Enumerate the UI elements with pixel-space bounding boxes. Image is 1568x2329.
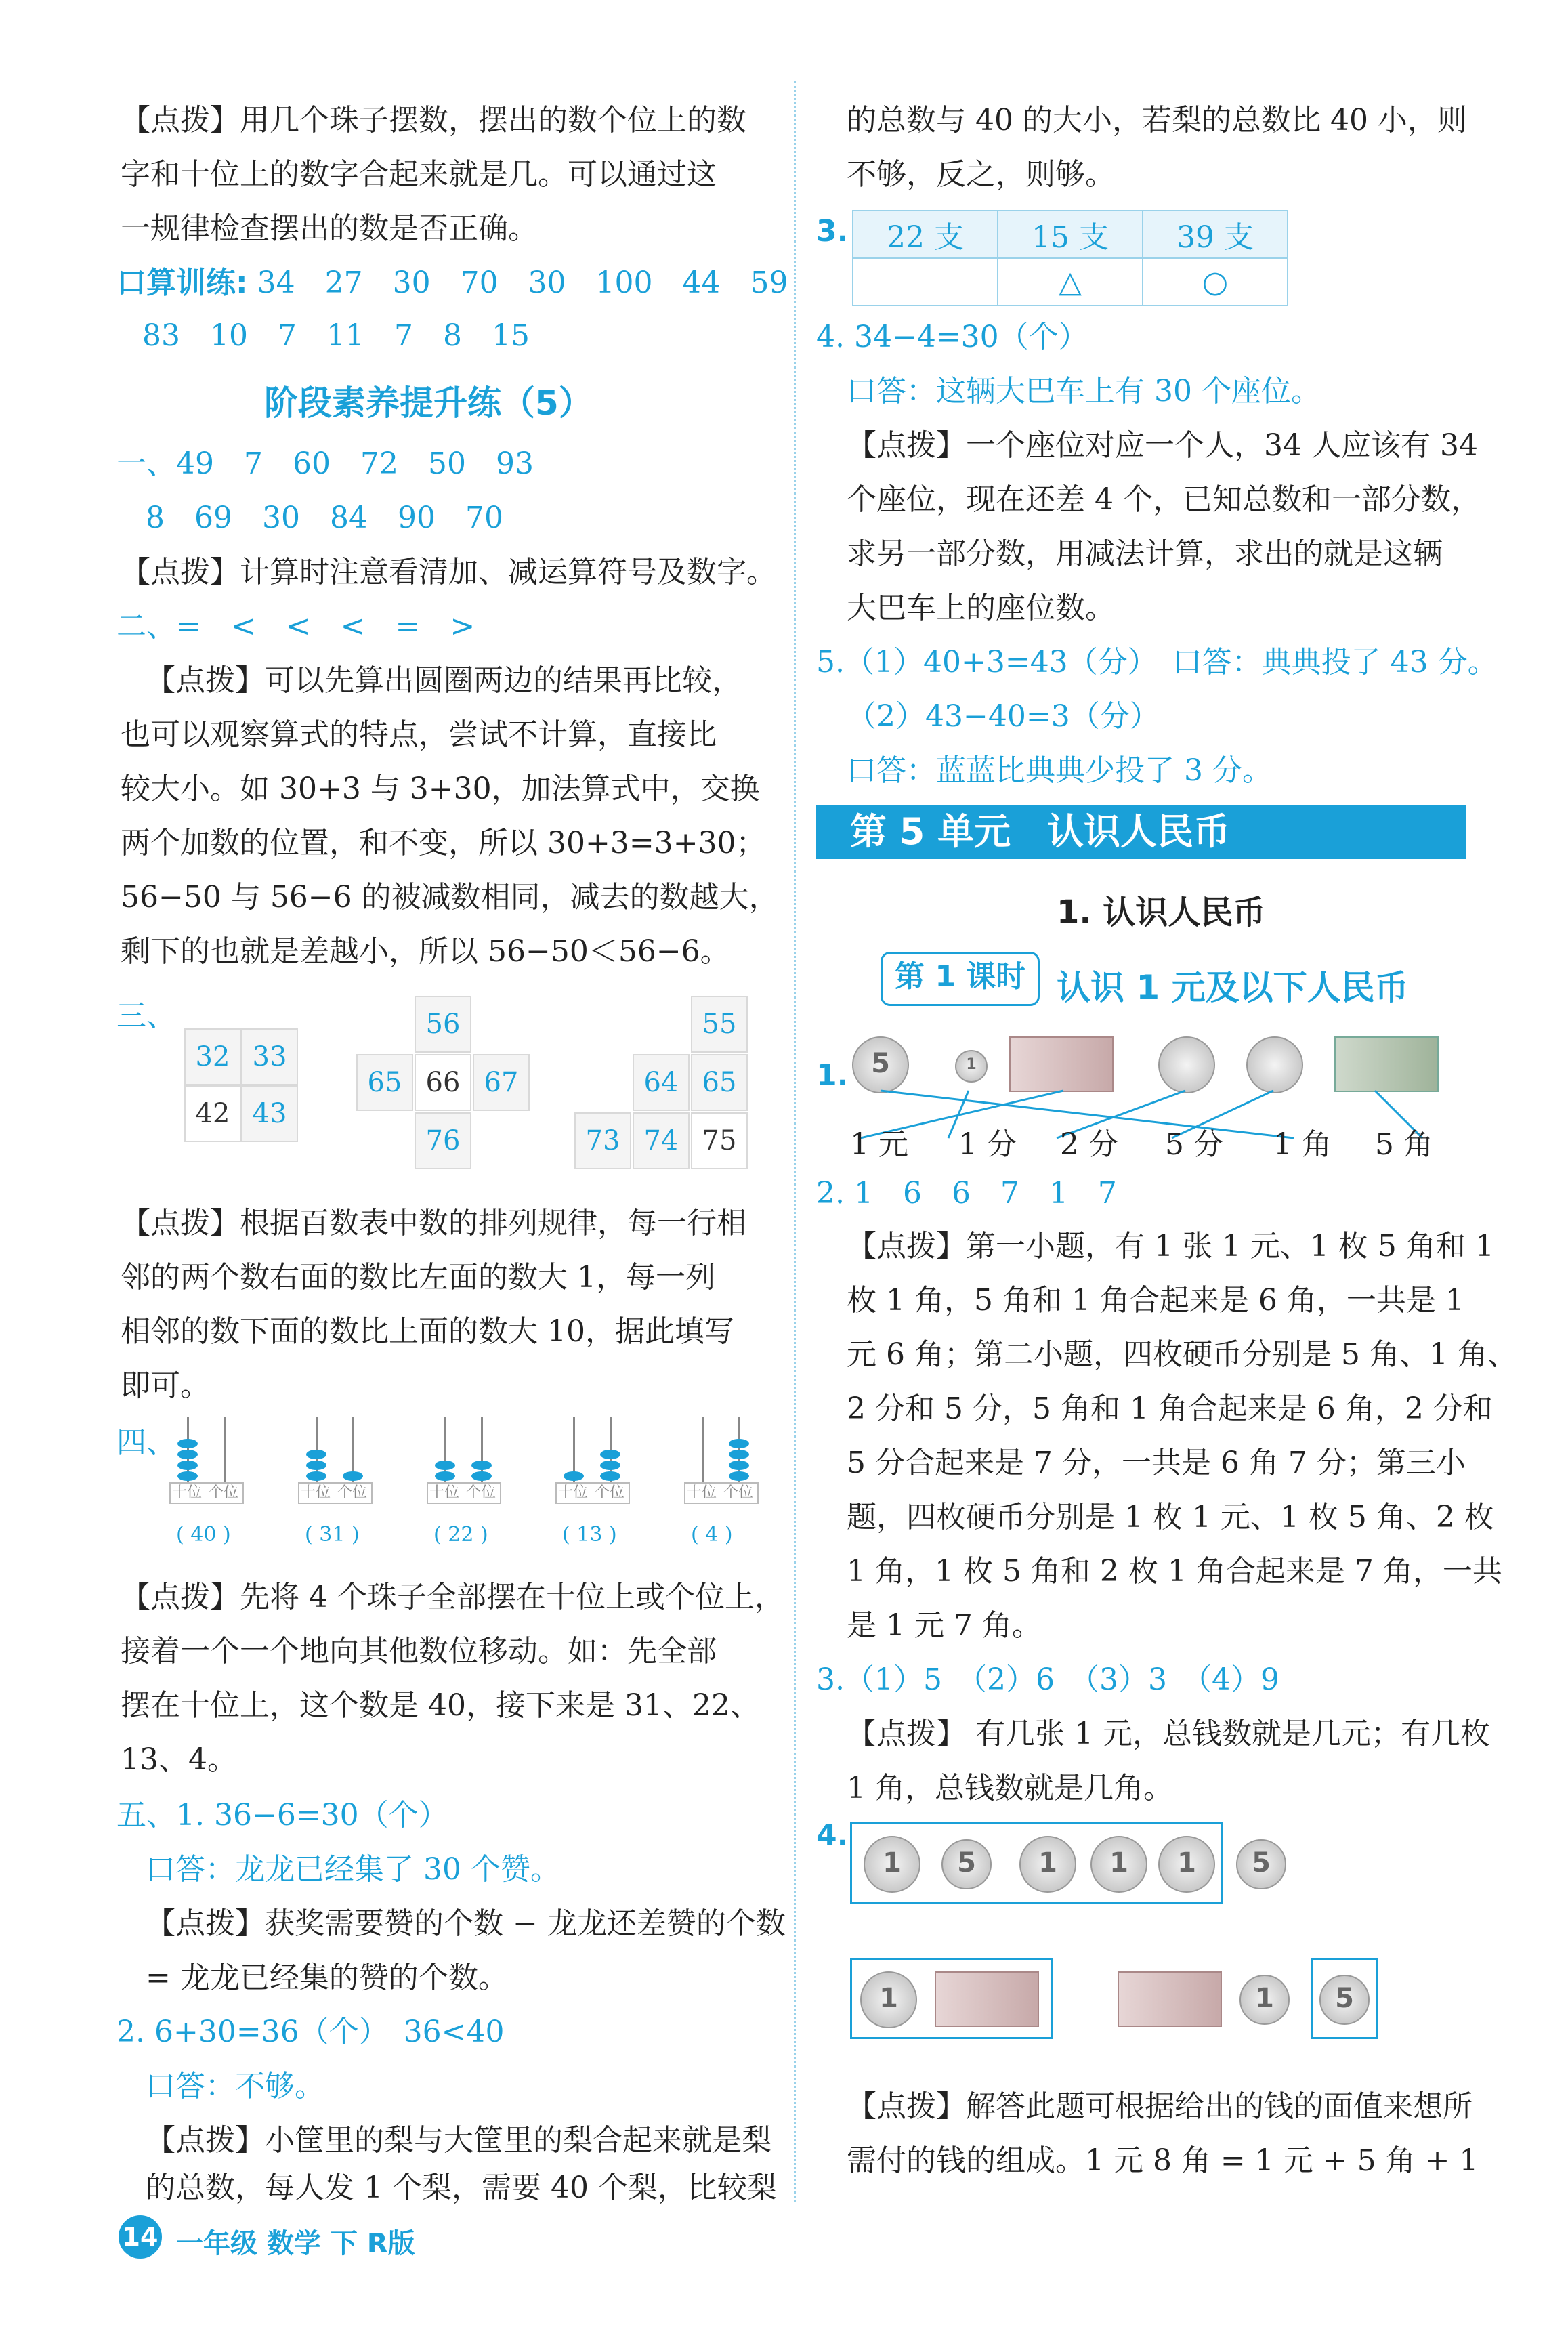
abacus bbox=[427, 1423, 501, 1504]
q4b-tip-1: 【点拨】解答此题可根据给出的钱的面值来想所 bbox=[847, 2089, 1472, 2124]
ones-label: 个位 bbox=[723, 1484, 754, 1501]
q1-tip: 【点拨】计算时注意看清加、减运算符号及数字。 bbox=[121, 555, 776, 589]
bead bbox=[729, 1471, 749, 1481]
grid2-cell: 65 bbox=[356, 1054, 413, 1111]
bead bbox=[435, 1461, 455, 1470]
table-cell bbox=[853, 258, 998, 306]
oral-training-row-2: 83 10 7 11 7 8 15 bbox=[142, 318, 530, 353]
table-cell: △ bbox=[998, 258, 1143, 306]
q5-2-tip-2: 的总数，每人发 1 个梨，需要 40 个梨，比较梨 bbox=[146, 2170, 777, 2205]
money-label: 5 分 bbox=[1165, 1127, 1223, 1162]
tens-label: 十位 bbox=[301, 1484, 331, 1501]
q2-tip-8: 是 1 元 7 角。 bbox=[847, 1608, 1042, 1643]
unit-banner: 第 5 单元 认识人民币 bbox=[816, 805, 1466, 859]
q4b-tip-2: 需付的钱的组成。1 元 8 角 = 1 元 + 5 角 + 1 bbox=[847, 2143, 1479, 2178]
q3-tip-2: 邻的两个数右面的数比左面的数大 1，每一列 bbox=[121, 1260, 715, 1295]
banknote-1-yuan bbox=[1118, 1971, 1222, 2027]
abacus bbox=[298, 1423, 373, 1504]
q4b-label: 4. bbox=[816, 1818, 849, 1853]
q2-tip-5: 56−50 与 56−6 的被减数相同，减去的数越大， bbox=[121, 880, 779, 915]
bead bbox=[177, 1461, 198, 1470]
q2-tip-2: 也可以观察算式的特点，尝试不计算，直接比 bbox=[121, 717, 717, 752]
grid2-cell: 56 bbox=[415, 996, 471, 1053]
abacus bbox=[684, 1423, 759, 1504]
abacus-value: ( 31 ) bbox=[305, 1523, 360, 1547]
money-label: 1 角 bbox=[1273, 1127, 1332, 1162]
bead bbox=[564, 1471, 584, 1481]
money-label: 5 角 bbox=[1375, 1127, 1433, 1162]
bead bbox=[177, 1471, 198, 1481]
abacus bbox=[169, 1423, 244, 1504]
tip-1-line-2: 字和十位上的数字合起来就是几。可以通过这 bbox=[121, 157, 717, 192]
coin-5-jiao: 5 bbox=[1319, 1975, 1370, 2025]
cont-line-2: 不够，反之，则够。 bbox=[847, 157, 1115, 192]
bead bbox=[471, 1471, 492, 1481]
abacus-base bbox=[684, 1482, 759, 1504]
bead bbox=[600, 1450, 620, 1459]
banknote-1-yuan bbox=[935, 1971, 1039, 2027]
table-cell: ○ bbox=[1143, 258, 1288, 306]
money-label: 1 元 bbox=[850, 1127, 908, 1162]
q4-tip-1: 【点拨】先将 4 个珠子全部摆在十位上或个位上， bbox=[121, 1580, 784, 1614]
cont-line-1: 的总数与 40 的大小，若梨的总数比 40 小，则 bbox=[847, 103, 1467, 138]
ones-label: 个位 bbox=[595, 1484, 625, 1501]
q4-tip-3: 求另一部分数，用减法计算，求出的就是这辆 bbox=[847, 537, 1443, 571]
abacus-base bbox=[169, 1482, 244, 1504]
coin-1-yuan: 1 bbox=[860, 1971, 917, 2028]
abacus-base bbox=[427, 1482, 501, 1504]
q2-tip-1: 【点拨】可以先算出圆圈两边的结果再比较， bbox=[146, 663, 742, 698]
grid1-cell: 33 bbox=[241, 1028, 298, 1085]
q4-label: 四、 bbox=[116, 1425, 176, 1460]
answer-table bbox=[852, 210, 1288, 306]
abacus-value: ( 4 ) bbox=[691, 1523, 733, 1547]
tens-label: 十位 bbox=[429, 1484, 460, 1501]
q5-2-answer: 口答：不够。 bbox=[146, 2069, 324, 2103]
abacus-base bbox=[555, 1482, 630, 1504]
grid2-cell: 76 bbox=[415, 1112, 471, 1169]
coin-5-jiao: 5 bbox=[1236, 1839, 1286, 1889]
bead bbox=[306, 1471, 326, 1481]
tens-label: 十位 bbox=[558, 1484, 589, 1501]
grid2-cell: 67 bbox=[473, 1054, 530, 1111]
section-title: 阶段素养提升练（5） bbox=[264, 383, 593, 423]
q2-answers: 二、= < < < = > bbox=[116, 609, 475, 644]
q3-tip-1: 【点拨】 有几张 1 元，总钱数就是几元；有几枚 bbox=[847, 1717, 1490, 1751]
table-head-cell: 15 支 bbox=[998, 211, 1143, 258]
q4-tip-3: 摆在十位上，这个数是 40，接下来是 31、22、 bbox=[121, 1688, 760, 1723]
ones-label: 个位 bbox=[209, 1484, 239, 1501]
coin-1-yuan: 1 bbox=[1090, 1836, 1147, 1893]
q3-tip-2: 1 角，总钱数就是几角。 bbox=[847, 1771, 1173, 1805]
q4-tip-4: 13、4。 bbox=[121, 1742, 237, 1777]
q4-tip-2: 接着一个一个地向其他数位移动。如：先全部 bbox=[121, 1634, 717, 1669]
grid3-cell: 75 bbox=[691, 1112, 748, 1169]
q2-tip-6: 题，四枚硬币分别是 1 枚 1 元、1 枚 5 角、2 枚 bbox=[847, 1500, 1494, 1534]
tip-1-line-1: 【点拨】用几个珠子摆数，摆出的数个位上的数 bbox=[121, 103, 746, 138]
tip-1-line-3: 一规律检查摆出的数是否正确。 bbox=[121, 211, 538, 246]
q3-label: 三、 bbox=[116, 999, 176, 1033]
q4-tip-2: 个座位，现在还差 4 个，已知总数和一部分数， bbox=[847, 482, 1481, 517]
q5-1-tip-2: = 龙龙已经集的赞的个数。 bbox=[146, 1960, 508, 1995]
grid3-cell: 73 bbox=[574, 1112, 631, 1169]
coin-1-jiao: 1 bbox=[1239, 1975, 1290, 2025]
grid3-cell: 74 bbox=[633, 1112, 690, 1169]
bead bbox=[471, 1461, 492, 1470]
q1-row-2: 8 69 30 84 90 70 bbox=[146, 501, 503, 535]
grid2-cell: 66 bbox=[415, 1054, 471, 1111]
q5-2-right: （2）43−40=3（分） bbox=[847, 699, 1160, 734]
q5-1: 五、1. 36−6=30（个） bbox=[116, 1798, 448, 1832]
q2-tip-3: 较大小。如 30+3 与 3+30，加法算式中，交换 bbox=[121, 772, 760, 806]
coin-1-yuan: 1 bbox=[1158, 1836, 1215, 1893]
table-head-cell: 22 支 bbox=[853, 211, 998, 258]
lesson-tag: 第 1 课时 bbox=[881, 952, 1040, 1006]
bead bbox=[177, 1450, 198, 1459]
q5-1-tip-1: 【点拨】获奖需要赞的个数 − 龙龙还差赞的个数 bbox=[146, 1906, 786, 1941]
q3-tip-4: 即可。 bbox=[121, 1368, 210, 1403]
q2-right: 2. 1 6 6 7 1 7 bbox=[816, 1176, 1117, 1211]
coin-1-fen: 1 bbox=[955, 1050, 988, 1083]
q5-2: 2. 6+30=36（个） 36<40 bbox=[116, 2015, 505, 2049]
table-head-cell: 39 支 bbox=[1143, 211, 1288, 258]
q2-tip-4: 2 分和 5 分，5 角和 1 角合起来是 6 角，2 分和 bbox=[847, 1391, 1493, 1426]
coin-5: 5 bbox=[852, 1036, 909, 1093]
q1-label-right: 1. bbox=[816, 1058, 849, 1093]
lesson-title: 认识 1 元及以下人民币 bbox=[1057, 968, 1409, 1007]
ones-label: 个位 bbox=[337, 1484, 368, 1501]
abacus-base bbox=[298, 1482, 373, 1504]
column-divider bbox=[794, 81, 796, 2202]
bead bbox=[600, 1471, 620, 1481]
q2-tip-7: 1 角，1 枚 5 角和 2 枚 1 角合起来是 7 角，一共 bbox=[847, 1554, 1502, 1589]
q5-2-tip-1: 【点拨】小筐里的梨与大筐里的梨合起来就是梨 bbox=[146, 2123, 771, 2158]
tens-label: 十位 bbox=[172, 1484, 203, 1501]
abacus-rod bbox=[224, 1417, 226, 1482]
bead bbox=[729, 1439, 749, 1448]
q4-tip-4: 大巴车上的座位数。 bbox=[847, 591, 1115, 625]
abacus-value: ( 22 ) bbox=[433, 1523, 488, 1547]
ones-label: 个位 bbox=[466, 1484, 496, 1501]
q4-tip-1: 【点拨】一个座位对应一个人，34 人应该有 34 bbox=[847, 428, 1478, 463]
bead bbox=[729, 1461, 749, 1470]
bead bbox=[729, 1450, 749, 1459]
grid1-cell: 32 bbox=[184, 1028, 241, 1085]
grid3-cell: 64 bbox=[633, 1054, 690, 1111]
grid1-cell: 42 bbox=[184, 1085, 241, 1142]
q2-tip-1: 【点拨】第一小题，有 1 张 1 元、1 枚 5 角和 1 bbox=[847, 1229, 1494, 1263]
bead bbox=[600, 1461, 620, 1470]
q2-tip-6: 剩下的也就是差越小，所以 56−50＜56−6。 bbox=[121, 934, 730, 969]
q3-tip-3: 相邻的数下面的数比上面的数大 10，据此填写 bbox=[121, 1314, 734, 1349]
sub-title: 1. 认识人民币 bbox=[1057, 894, 1266, 931]
q5-1-right: 5.（1）40+3=43（分） 口答：典典投了 43 分。 bbox=[816, 645, 1498, 679]
bead bbox=[306, 1461, 326, 1470]
abacus-value: ( 40 ) bbox=[176, 1523, 231, 1547]
grid3-cell: 65 bbox=[691, 1054, 748, 1111]
q4-answer: 口答：这辆大巴车上有 30 个座位。 bbox=[847, 374, 1321, 408]
grid3-cell: 55 bbox=[691, 996, 748, 1053]
money-label: 2 分 bbox=[1060, 1127, 1118, 1162]
q1-row-1: 一、49 7 60 72 50 93 bbox=[116, 446, 534, 481]
grid1-cell: 43 bbox=[241, 1085, 298, 1142]
bead bbox=[343, 1471, 363, 1481]
q3-right: 3.（1）5 （2）6 （3）3 （4）9 bbox=[816, 1662, 1279, 1697]
oral-training: 口算训练: 34 27 30 70 30 100 44 59 bbox=[116, 266, 788, 300]
coin-5-jiao: 5 bbox=[941, 1839, 992, 1889]
q3-label-right: 3. bbox=[816, 214, 849, 249]
page-number: 14 bbox=[119, 2215, 162, 2259]
q4-right: 4. 34−4=30（个） bbox=[816, 320, 1088, 354]
q2-tip-4: 两个加数的位置，和不变，所以 30+3=3+30； bbox=[121, 826, 766, 860]
q2-tip-5: 5 分合起来是 7 分，一共是 6 角 7 分；第三小 bbox=[847, 1446, 1466, 1480]
bead bbox=[435, 1471, 455, 1481]
coin-1-yuan: 1 bbox=[1019, 1836, 1076, 1893]
footer-text: 一年级 数学 下 R版 bbox=[176, 2228, 415, 2259]
abacus bbox=[555, 1423, 630, 1504]
q5-1-answer: 口答：龙龙已经集了 30 个赞。 bbox=[146, 1852, 560, 1887]
q2-tip-3: 元 6 角；第二小题，四枚硬币分别是 5 角、1 角、 bbox=[847, 1337, 1517, 1372]
bead bbox=[177, 1439, 198, 1448]
q3-tip-1: 【点拨】根据百数表中数的排列规律，每一行相 bbox=[121, 1206, 746, 1240]
bead bbox=[306, 1450, 326, 1459]
money-label: 1 分 bbox=[958, 1127, 1017, 1162]
abacus-value: ( 13 ) bbox=[562, 1523, 617, 1547]
abacus-rod bbox=[702, 1417, 704, 1482]
q5-answer: 口答：蓝蓝比典典少投了 3 分。 bbox=[847, 753, 1272, 788]
coin-1-yuan: 1 bbox=[864, 1836, 920, 1893]
tens-label: 十位 bbox=[687, 1484, 717, 1501]
q2-tip-2: 枚 1 角，5 角和 1 角合起来是 6 角，一共是 1 bbox=[847, 1283, 1464, 1318]
